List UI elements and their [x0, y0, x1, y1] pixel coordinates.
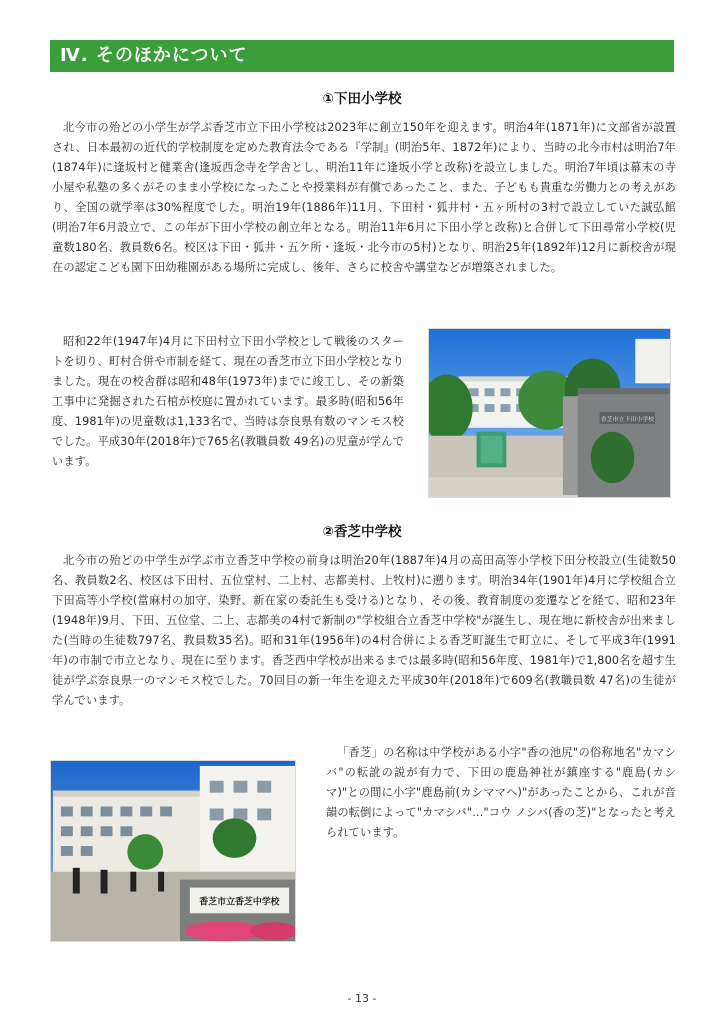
- kashiba-name-origin-paragraph: 「香芝」の名称は中学校がある小字"香の池尻"の俗称地名"カマシバ"の転訛の説が有力で、下田の鹿島神社が鎮座する"鹿島(カシマ)"との間に小字"鹿島前(カシママヘ)"があったことから、これが音韻の転倒によって"カマシバ"…"コウ ノシバ(香の芝)"となったと考えられています。: [326, 746, 676, 839]
- kashiba-junior-high-sign: 香芝市立香芝中学校: [199, 897, 280, 908]
- shimoda-elementary-postwar-paragraph: 昭和22年(1947年)4月に下田村立下田小学校として戦後のスタートを切り、町村合併や市制を経て、現在の香芝市立下田小学校となりました。現在の校舎群は昭和48年(1973年)までに竣工し、その新築工事中に発掘された石棺が校庭に置かれています。最多時(昭和56年度、1981年)の児童数は1,133名で、当時は奈良県有数のマンモス校でした。平成30年(2018年)で765名(教職員数 49名)の児童が学んでいます。: [52, 335, 404, 468]
- section-title: Ⅳ. そのほかについて: [50, 40, 674, 72]
- shimoda-elementary-photo: [428, 328, 671, 498]
- shimoda-elementary-history-paragraph: 北今市の殆どの小学生が学ぶ香芝市立下田小学校は2023年に創立150年を迎えます。明治4年(1871年)に文部省が設置され、日本最初の近代的学校制度を定めた教育法令である『学制』(明治5年、1872年)により、当時の北今市村は明治7年(1874年)に逢坂村と健業舎(逢坂西念寺を学舎とし、明治11年に逢坂小学と改称)を設立しました。明治7年頃は幕末の寺小屋や私塾の多くがそのまま小学校になったことや授業料が有償であったこと、また、子どもも貴重な労働力との考えがあり、全国の就学率は30%程度でした。明治19年(1886年)11月、下田村・狐井村・五ヶ所村の3村で設立していた誠弘館(明治7年6月設立で、この年が下田小学校の創立年となる。明治11年6月に下田小学と改称)と合併して下田尋常小学校(児童数180名、教員数6名。校区は下田・狐井・五ケ所・逢坂・北今市の5村)となり、明治25年(1892年)12月に新校舎が現在の認定こども園下田幼稚園がある場所に完成し、後年、さらに校舎や講堂などが増築されました。: [52, 121, 676, 274]
- shimoda-elementary-sign: 香芝市立下田小学校: [600, 415, 655, 423]
- kashiba-junior-high-history-paragraph: 北今市の殆どの中学生が学ぶ市立香芝中学校の前身は明治20年(1887年)4月の高田高等小学校下田分校設立(生徒数50名、教員数2名、校区は下田村、五位堂村、二上村、志都美村、上牧村)に遡ります。明治34年(1901年)4月に学校組合立下田高等小学校(當麻村の加守、染野、新在家の委託生も受ける)となり、その後、教育制度の変遷などを経て、昭和23年(1948年)9月、下田、五位堂、二上、志都美の4村で新制の"学校組合立香芝中学校"が誕生し、現在地に新校舎が出来ました(当時の生徒数797名、教員数35名)。昭和31年(1956年)の4村合併による香芝町誕生で町立に、そして平成3年(1991年)の市制で市立となり、現在に至ります。香芝西中学校が出来るまでは最多時(昭和56年度、1981年)で1,800名を超す生徒が学ぶ奈良県一のマンモス校でした。70回目の新一年生を迎えた平成30年(2018年)で609名(教職員数 47名)の生徒が学んでいます。: [52, 554, 676, 707]
- shimoda-elementary-heading: ①下田小学校: [322, 91, 402, 107]
- kashiba-junior-high-heading: ②香芝中学校: [322, 524, 402, 540]
- kashiba-junior-high-photo: [50, 760, 296, 942]
- page-number: - 13 -: [347, 992, 377, 1005]
